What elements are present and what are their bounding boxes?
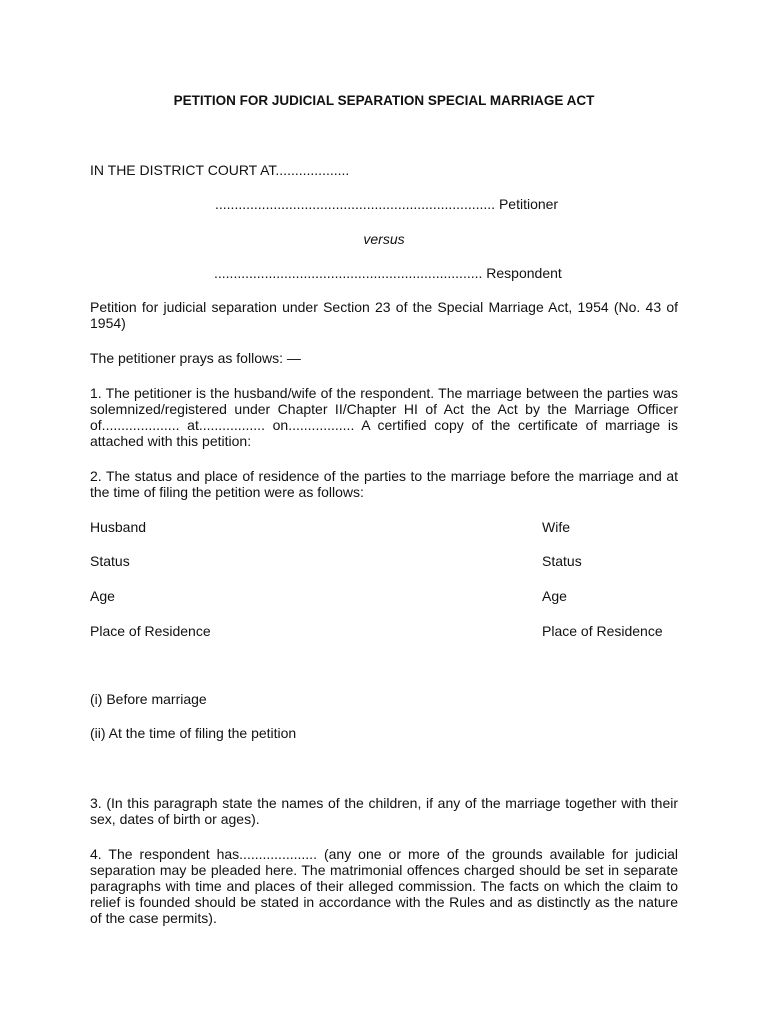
prays-line: The petitioner prays as follows: — xyxy=(90,350,301,366)
court-line: IN THE DISTRICT COURT AT................... xyxy=(90,162,350,178)
respondent-line: ..................................................................... Respondent xyxy=(214,265,562,281)
paragraph-1: 1. The petitioner is the husband/wife of the respondent. The marriage between the parties was solemnized/registered under Chapter II/Chapter HI of Act the Act by the Marriage Officer of.................... at................. on................. A certified copy of the certificate of marriage is attached with this petition: xyxy=(90,385,678,449)
table-left-label: Age xyxy=(90,588,115,604)
item-before-marriage: (i) Before marriage xyxy=(90,691,207,707)
paragraph-4: 4. The respondent has.................... (any one or more of the grounds available for judicial separation may be pleaded here. The matrimonial offences charged should be set in separate paragraphs with time and places of their alleged commission. The facts on which the claim to relief is founded should be stated in accordance with the Rules and as distinctly as the nature of the case permits). xyxy=(90,846,678,926)
paragraph-2: 2. The status and place of residence of the parties to the marriage before the marriage and at the time of filing the petition were as follows: xyxy=(90,468,678,500)
intro-paragraph: Petition for judicial separation under Section 23 of the Special Marriage Act, 1954 (No. 43 of 1954) xyxy=(90,299,678,331)
table-left-label: Status xyxy=(90,553,130,569)
versus-line: versus xyxy=(363,231,405,247)
table-right-label: Age xyxy=(542,588,567,604)
table-left-label: Place of Residence xyxy=(90,623,211,639)
table-right-label: Status xyxy=(542,553,582,569)
petitioner-line: ........................................................................ Petitioner xyxy=(215,196,559,212)
table-right-label: Wife xyxy=(542,519,570,535)
table-left-label: Husband xyxy=(90,519,147,535)
item-filing-petition: (ii) At the time of filing the petition xyxy=(90,725,297,741)
document-title: PETITION FOR JUDICIAL SEPARATION SPECIAL MARRIAGE ACT xyxy=(173,93,595,108)
table-right-label: Place of Residence xyxy=(542,623,663,639)
paragraph-3: 3. (In this paragraph state the names of the children, if any of the marriage together with their sex, dates of birth or ages). xyxy=(90,795,678,827)
